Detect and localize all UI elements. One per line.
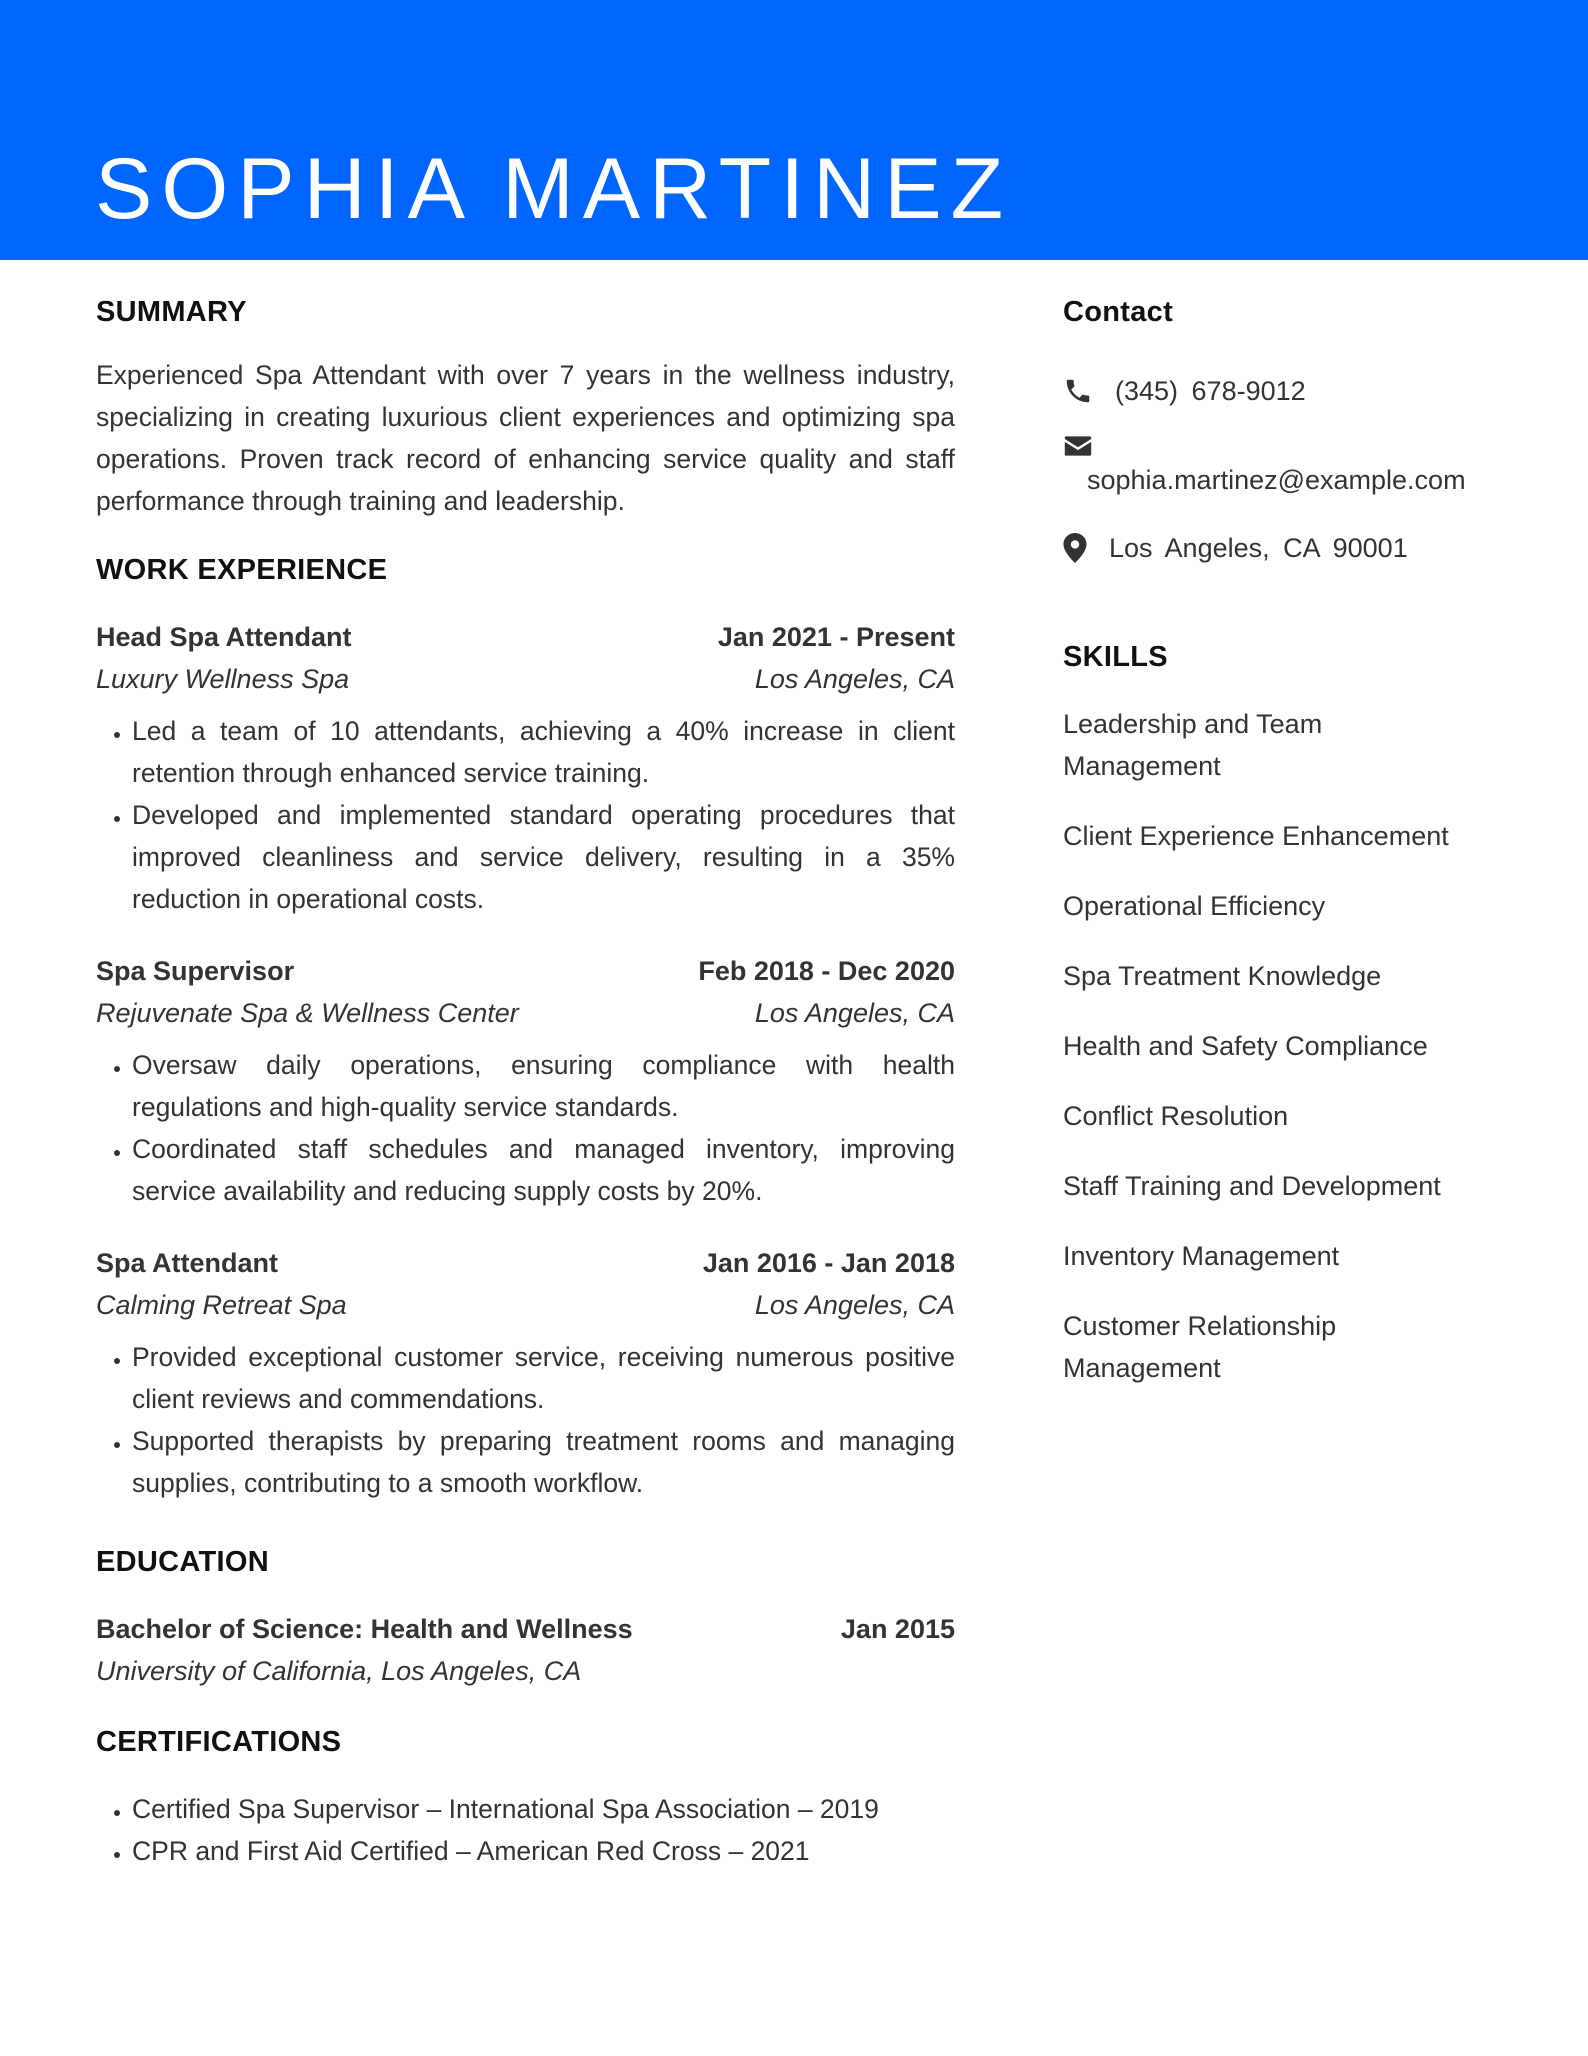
job-location: Los Angeles, CA: [754, 664, 955, 694]
list-item: • CPR and First Aid Certified – American Red Cross – 2021: [132, 1830, 955, 1872]
map-pin-icon: [1063, 533, 1087, 563]
certifications-heading: CERTIFICATIONS: [96, 1726, 342, 1758]
job-entry: [96, 950, 955, 1212]
location-text: Los Angeles, CA 90001: [1109, 533, 1408, 563]
skills-heading: SKILLS: [1063, 641, 1168, 673]
phone-icon: [1063, 376, 1093, 406]
education-entry: [96, 1608, 955, 1692]
candidate-name: SOPHIA MARTINEZ: [95, 140, 1013, 237]
job-company: Calming Retreat Spa: [96, 1290, 347, 1320]
job-bullets: [96, 1044, 955, 1212]
skill-item: Inventory Management: [1063, 1241, 1340, 1271]
certifications-list: [96, 1788, 955, 1872]
job-entry: [96, 616, 955, 920]
education-heading: EDUCATION: [96, 1546, 269, 1578]
skill-item: Operational Efficiency: [1063, 891, 1326, 921]
summary-heading: SUMMARY: [96, 296, 247, 328]
job-title: Spa Supervisor: [96, 956, 295, 986]
education-degree: Bachelor of Science: Health and Wellness: [96, 1614, 633, 1644]
list-item: • Supported therapists by preparing treatment rooms and managing supplies, contributing to a smooth workflow.: [132, 1420, 955, 1504]
header-banner: [0, 0, 1588, 260]
skill-item: Conflict Resolution: [1063, 1101, 1289, 1131]
job-bullets: [96, 1336, 955, 1504]
contact-email: [1063, 434, 1523, 501]
summary-text: Experienced Spa Attendant with over 7 years in the wellness industry, specializing in creating luxurious client experiences and optimizing spa operations. Proven track record of enhancing service quality and staff performance through training and leadership.: [96, 360, 955, 516]
list-item: • Provided exceptional customer service, receiving numerous positive client reviews and commendations.: [132, 1336, 955, 1420]
job-company: Rejuvenate Spa & Wellness Center: [96, 998, 519, 1028]
education-school: University of California, Los Angeles, CA: [96, 1656, 582, 1686]
list-item: • Oversaw daily operations, ensuring compliance with health regulations and high-quality service standards.: [132, 1044, 955, 1128]
list-item: • Developed and implemented standard operating procedures that improved cleanliness and service delivery, resulting in a 35% reduction in operational costs.: [132, 794, 955, 920]
job-dates: Jan 2021 - Present: [717, 622, 955, 652]
skill-item: Staff Training and Development: [1063, 1171, 1441, 1201]
main-column: [96, 292, 955, 1872]
contact-phone: [1063, 370, 1523, 412]
job-location: Los Angeles, CA: [754, 1290, 955, 1320]
list-item: • Coordinated staff schedules and managed inventory, improving service availability and reducing supply costs by 20%.: [132, 1128, 955, 1212]
contact-heading: Contact: [1063, 296, 1174, 328]
skill-item: Leadership and Team Management: [1063, 709, 1323, 781]
list-item: • Certified Spa Supervisor – International Spa Association – 2019: [132, 1788, 955, 1830]
contact-location: [1063, 527, 1523, 569]
work-experience-heading: WORK EXPERIENCE: [96, 554, 388, 586]
job-location: Los Angeles, CA: [754, 998, 955, 1028]
skills-list: [1063, 703, 1523, 1389]
skill-item: Client Experience Enhancement: [1063, 821, 1449, 851]
list-item: • Led a team of 10 attendants, achieving a 40% increase in client retention through enhanced service training.: [132, 710, 955, 794]
job-entry: [96, 1242, 955, 1504]
job-dates: Feb 2018 - Dec 2020: [698, 956, 955, 986]
skill-item: Health and Safety Compliance: [1063, 1031, 1428, 1061]
job-title: Head Spa Attendant: [96, 622, 352, 652]
skill-item: Spa Treatment Knowledge: [1063, 961, 1382, 991]
job-title: Spa Attendant: [96, 1248, 278, 1278]
skill-item: Customer Relationship Management: [1063, 1311, 1337, 1383]
job-bullets: [96, 710, 955, 920]
envelope-icon: [1063, 434, 1093, 458]
sidebar-column: [1063, 292, 1523, 1417]
job-company: Luxury Wellness Spa: [96, 664, 350, 694]
job-dates: Jan 2016 - Jan 2018: [702, 1248, 955, 1278]
education-date: Jan 2015: [840, 1614, 955, 1644]
phone-number[interactable]: (345) 678-9012: [1115, 376, 1306, 406]
email-address[interactable]: sophia.martinez@example.com: [1087, 465, 1466, 495]
